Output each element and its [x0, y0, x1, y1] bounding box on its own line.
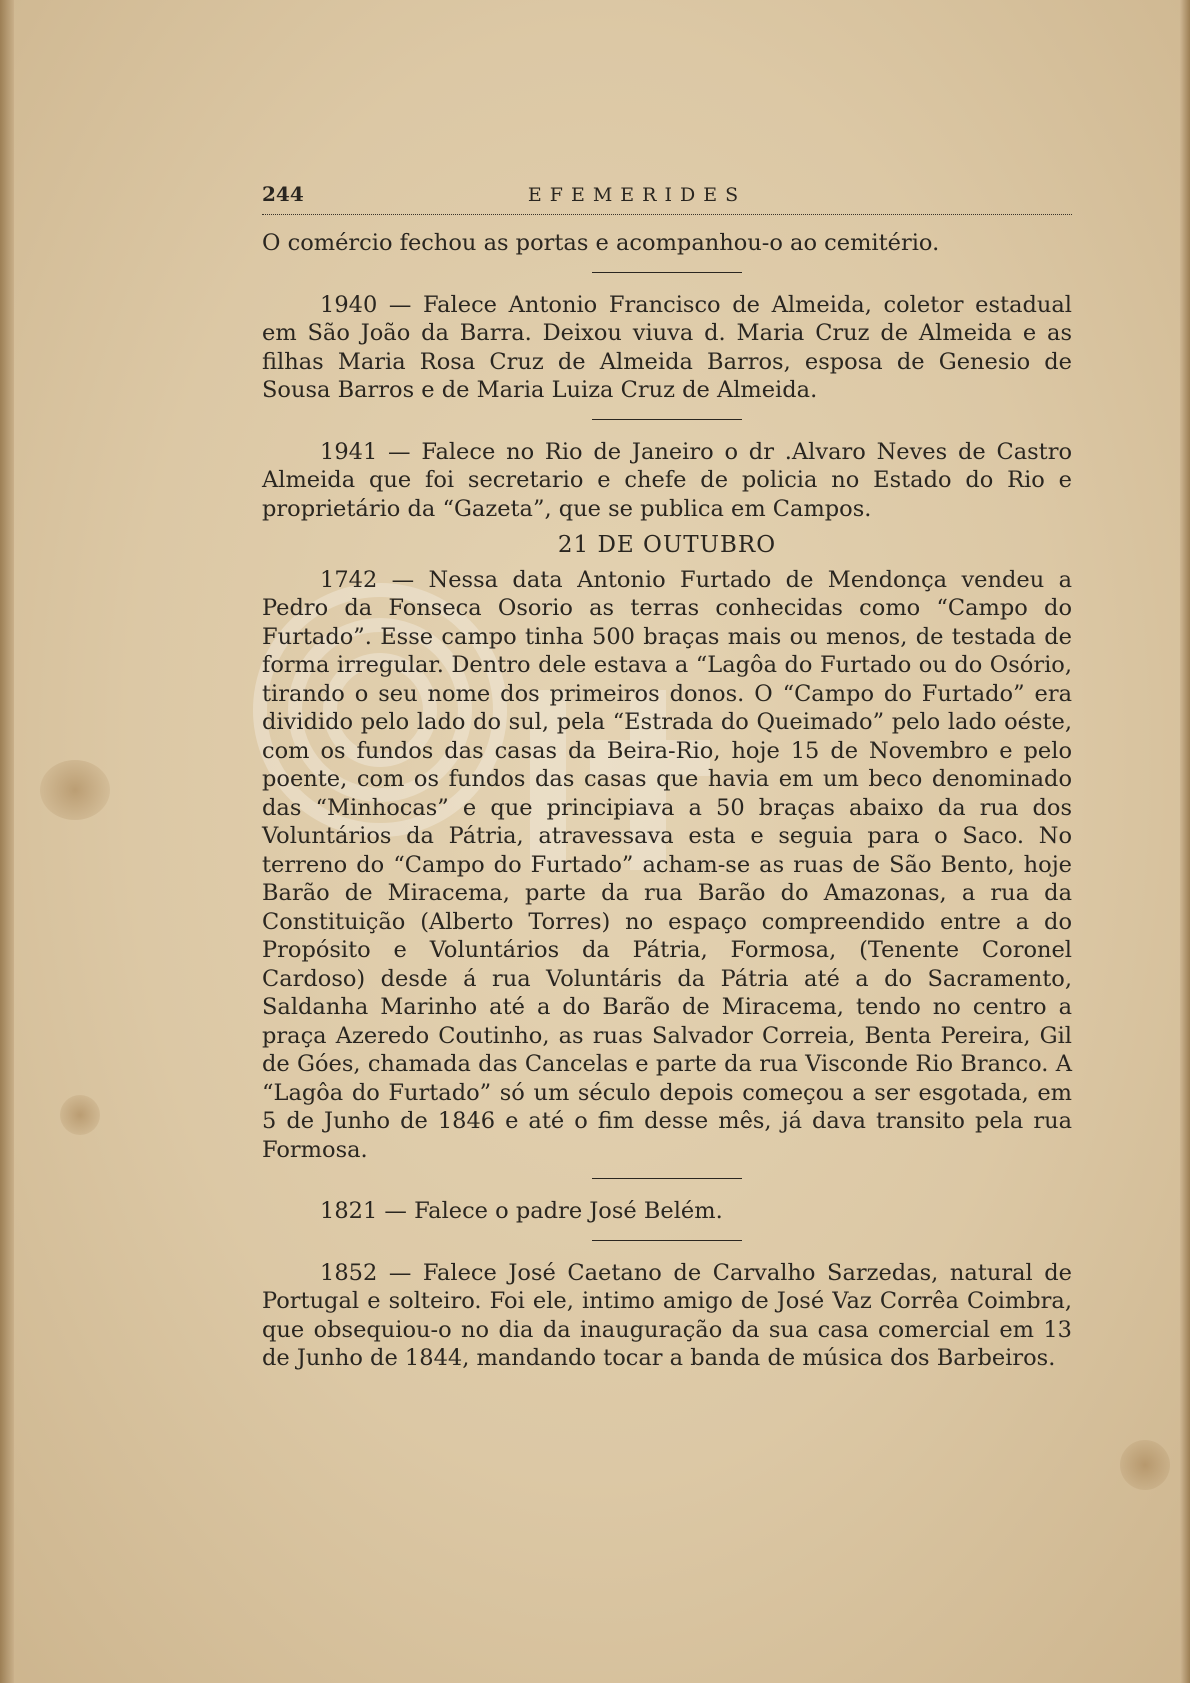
entry-divider — [592, 1240, 742, 1241]
paragraph: O comércio fechou as portas e acompanhou-o ao cemitério. — [262, 230, 940, 256]
paper-stain — [60, 1095, 100, 1135]
entry-1821: 1821 — Falece o padre José Belém. — [320, 1198, 723, 1224]
paper-stain — [40, 760, 110, 820]
entry-divider — [592, 272, 742, 273]
paper-stain — [1120, 1440, 1170, 1490]
entry-divider — [592, 1178, 742, 1179]
page-number: 244 — [262, 182, 304, 206]
entry-1940: 1940 — Falece Antonio Francisco de Almeida, coletor estadual em São João da Barra. Deixou viuva d. Maria Cruz de Almeida e as filhas Maria Rosa Cruz de Almeida Barros, esposa de Genesio de Sousa Barros e de Maria Luiza Cruz de Almeida. — [262, 291, 1072, 403]
running-title: EFEMERIDES — [527, 184, 747, 206]
entry-1852: 1852 — Falece José Caetano de Carvalho Sarzedas, natural de Portugal e solteiro. Foi ele, intimo amigo de José Vaz Corrêa Coimbra, que obsequiou-o no dia da inauguração da sua casa comercial em 13 de Junho de 1844, mandando tocar a banda de música dos Barbeiros. — [262, 1259, 1072, 1371]
page-left-edge — [0, 0, 14, 1683]
entry-1742: 1742 — Nessa data Antonio Furtado de Mendonça vendeu a Pedro da Fonseca Osorio as terras conhecidas como “Campo do Furtado”. Esse campo tinha 500 braças mais ou menos, de testada de forma irregular. Dentro dele estava a “Lagôa do Furtado ou do Osório, tirando o seu nome dos primeiros donos. O “Campo do Furtado” era dividido pelo lado do sul, pela “Estrada do Queimado” pelo lado oéste, com os fundos das casas da Beira-Rio, hoje 15 de Novembro e pelo poente, com os fundos das casas que havia em um beco denominado das “Minhocas” e que principiava a 50 braças abaixo da rua dos Voluntários da Pátria, atravessava esta e seguia para o Saco. No terreno do “Campo do Furtado” acham-se as ruas de São Bento, hoje Barão de Miracema, parte da rua Barão do Amazonas, a rua da Constituição (Alberto Torres) no espaço compreendido entre a do Propósito e Voluntários da Pátria, Formosa, (Tenente Coronel Cardoso) desde á rua Voluntáris da Pátria até a do Sacramento, Saldanha Marinho até a do Barão de Miracema, tendo no centro a praça Azeredo Coutinho, as ruas Salvador Correia, Benta Pereira, Gil de Góes, chamada das Cancelas e parte da rua Visconde Rio Branco. A “Lagôa do Furtado” só um século depois começou a ser esgotada, em 5 de Junho de 1846 e até o fim desse mês, já dava transito pela rua Formosa. — [262, 566, 1072, 1163]
running-header — [262, 180, 1072, 215]
page-right-edge — [1180, 0, 1190, 1683]
entry-1941: 1941 — Falece no Rio de Janeiro o dr .Alvaro Neves de Castro Almeida que foi secretario e chefe de policia no Estado do Rio e proprietário da “Gazeta”, que se publica em Campos. — [262, 438, 1072, 522]
date-heading: 21 DE OUTUBRO — [557, 532, 777, 558]
page-content — [262, 180, 1072, 1373]
entry-divider — [592, 419, 742, 420]
